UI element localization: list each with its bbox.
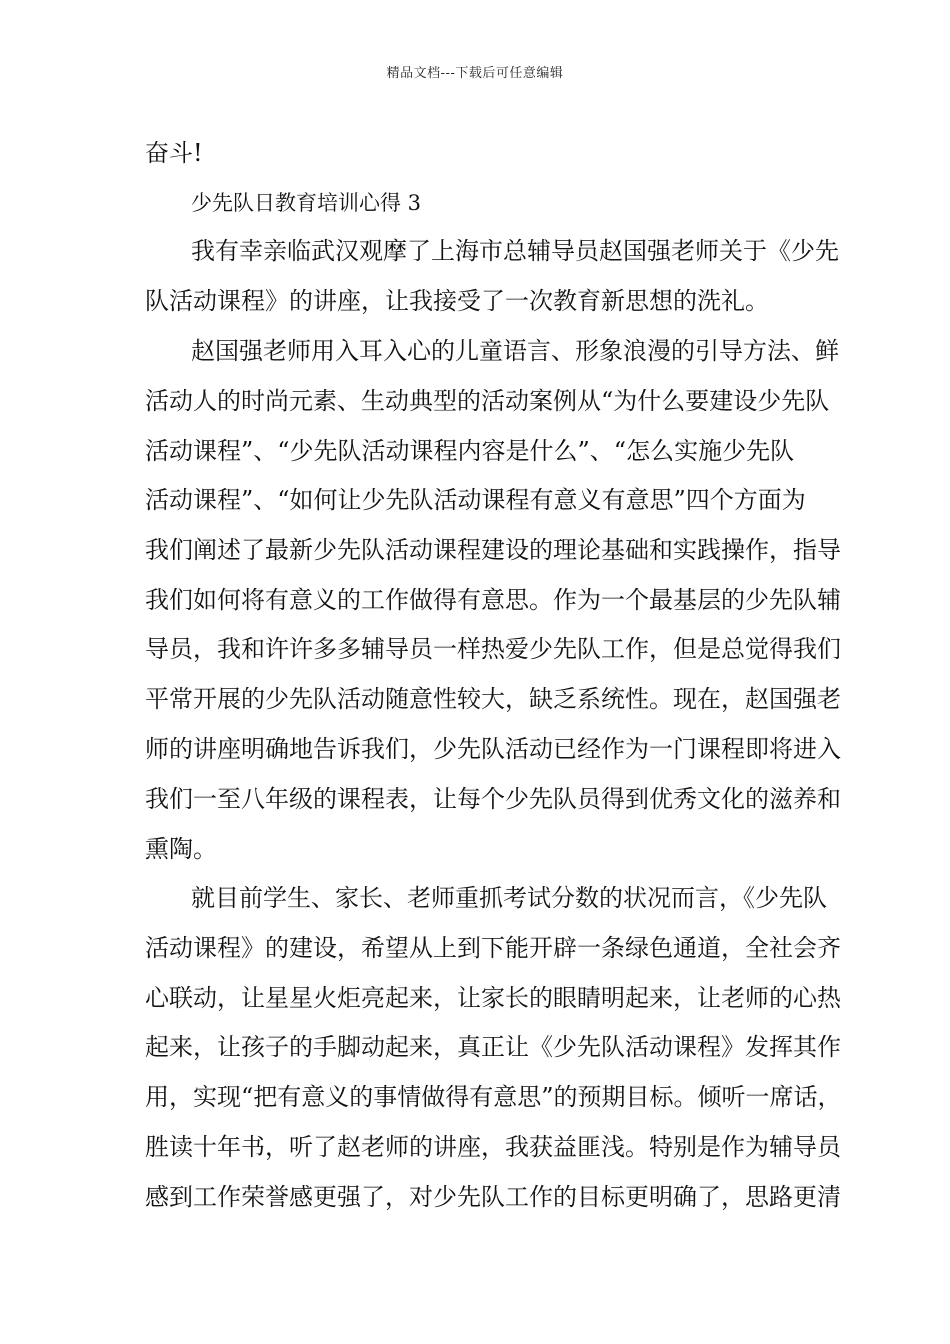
text-line: 我们一至八年级的课程表，让每个少先队员得到优秀文化的滋养和 (145, 785, 841, 813)
page-header: 精品文档---下载后可任意编辑 (386, 66, 564, 81)
text-line: 师的讲座明确地告诉我们，少先队活动已经作为一门课程即将进入 (145, 735, 841, 763)
text-line: 就目前学生、家长、老师重抓考试分数的状况而言，《少先队 (191, 884, 827, 912)
text-line: 奋斗! (145, 139, 203, 167)
text-line: 导员，我和许许多多辅导员一样热爱少先队工作，但是总觉得我们 (145, 635, 841, 663)
text-line: 起来，让孩子的手脚动起来，真正让《少先队活动课程》发挥其作 (145, 1033, 841, 1061)
text-line: 我有幸亲临武汉观摩了上海市总辅导员赵国强老师关于《少先 (191, 237, 839, 265)
text-line: 活动人的时尚元素、生动典型的活动案例从“为什么要建设少先队 (145, 387, 830, 415)
text-line: 活动课程》的建设，希望从上到下能开辟一条绿色通道，全社会齐 (145, 934, 841, 962)
text-line: 活动课程”、“如何让少先队活动课程有意义有意思”四个方面为 (145, 486, 806, 514)
text-line: 赵国强老师用入耳入心的儿童语言、形象浪漫的引导方法、鲜 (191, 337, 839, 365)
text-line: 用，实现“把有意义的事情做得有意思”的预期目标。倾听一席话， (145, 1083, 842, 1111)
text-line: 我们如何将有意义的工作做得有意思。作为一个最基层的少先队辅 (145, 586, 841, 614)
text-line: 熏陶。 (145, 835, 217, 863)
text-line: 感到工作荣誉感更强了，对少先队工作的目标更明确了，思路更清 (145, 1183, 841, 1211)
text-line: 队活动课程》的讲座，让我接受了一次教育新思想的洗礼。 (145, 287, 769, 315)
text-line: 活动课程”、“少先队活动课程内容是什么”、“怎么实施少先队 (145, 437, 795, 465)
section-title: 少先队日教育培训心得 3 (191, 191, 422, 215)
text-line: 胜读十年书，听了赵老师的讲座，我获益匪浅。特别是作为辅导员 (145, 1133, 841, 1161)
text-line: 我们阐述了最新少先队活动课程建设的理论基础和实践操作，指导 (145, 536, 841, 564)
text-line: 心联动，让星星火炬亮起来，让家长的眼睛明起来，让老师的心热 (145, 984, 841, 1012)
text-line: 平常开展的少先队活动随意性较大，缺乏系统性。现在，赵国强老 (145, 685, 841, 713)
